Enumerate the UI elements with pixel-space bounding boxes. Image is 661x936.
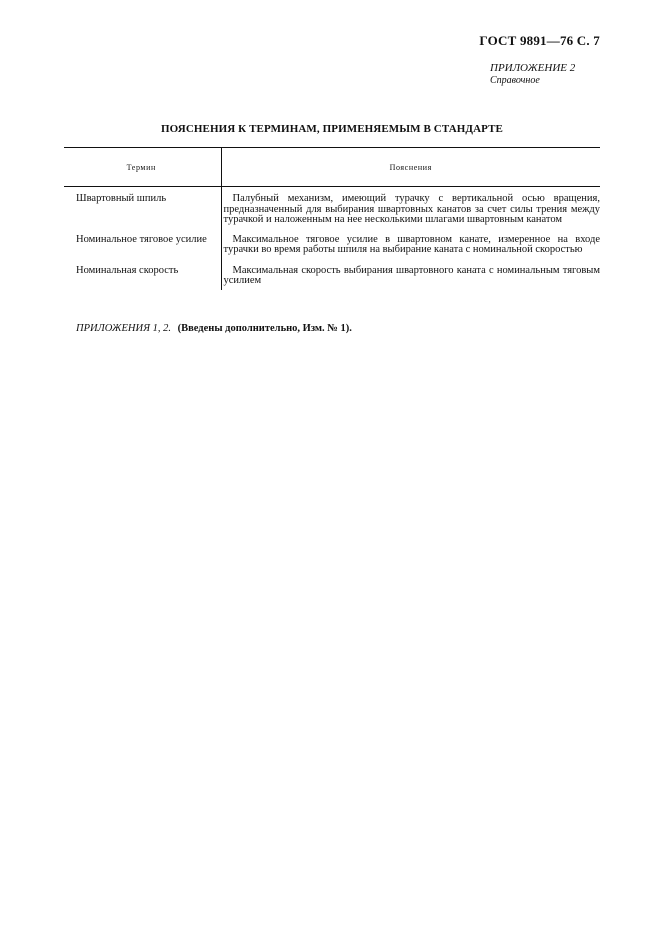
column-header-explanation: Пояснения xyxy=(221,148,600,187)
table-row xyxy=(64,187,600,231)
section-heading: ПОЯСНЕНИЯ К ТЕРМИНАМ, ПРИМЕНЯЕМЫМ В СТАНДАРТЕ xyxy=(161,123,503,135)
amendment-note xyxy=(76,323,352,334)
appendix-label xyxy=(490,62,600,87)
appendix-title: ПРИЛОЖЕНИЕ 2 xyxy=(490,62,576,74)
amendment-note-label: ПРИЛОЖЕНИЯ 1, 2. xyxy=(76,323,171,334)
appendix-subtitle: Справочное xyxy=(490,75,540,86)
term-cell: Швартовный шпиль xyxy=(64,187,221,231)
table-row xyxy=(64,262,600,290)
table-body xyxy=(64,187,600,290)
explanation-cell: Максимальное тяговое усилие в швартовном канате, измеренное на входе турачки во время работы шпиля на выбирание каната с номинальной скоростью xyxy=(223,233,600,255)
explanation-cell: Палубный механизм, имеющий турачку с вертикальной осью вращения, предназначенный для выбирания швартовных канатов за счет силы трения между турачкой и наложенным на нее несколькими шлагами швартовным канатом xyxy=(223,193,600,225)
amendment-note-text: (Введены дополнительно, Изм. № 1). xyxy=(177,323,352,334)
terms-table xyxy=(64,147,600,290)
term-cell: Номинальная скорость xyxy=(64,262,221,290)
table-row xyxy=(64,231,600,262)
table-header-row xyxy=(64,148,600,187)
column-header-term: Термин xyxy=(64,148,221,187)
table-header xyxy=(64,148,600,187)
term-cell: Номинальное тяговое усилие xyxy=(64,231,221,262)
document-code: ГОСТ 9891—76 С. 7 xyxy=(479,33,600,48)
explanation-cell: Максимальная скорость выбирания швартовного каната с номинальным тяговым усилием xyxy=(223,264,600,286)
